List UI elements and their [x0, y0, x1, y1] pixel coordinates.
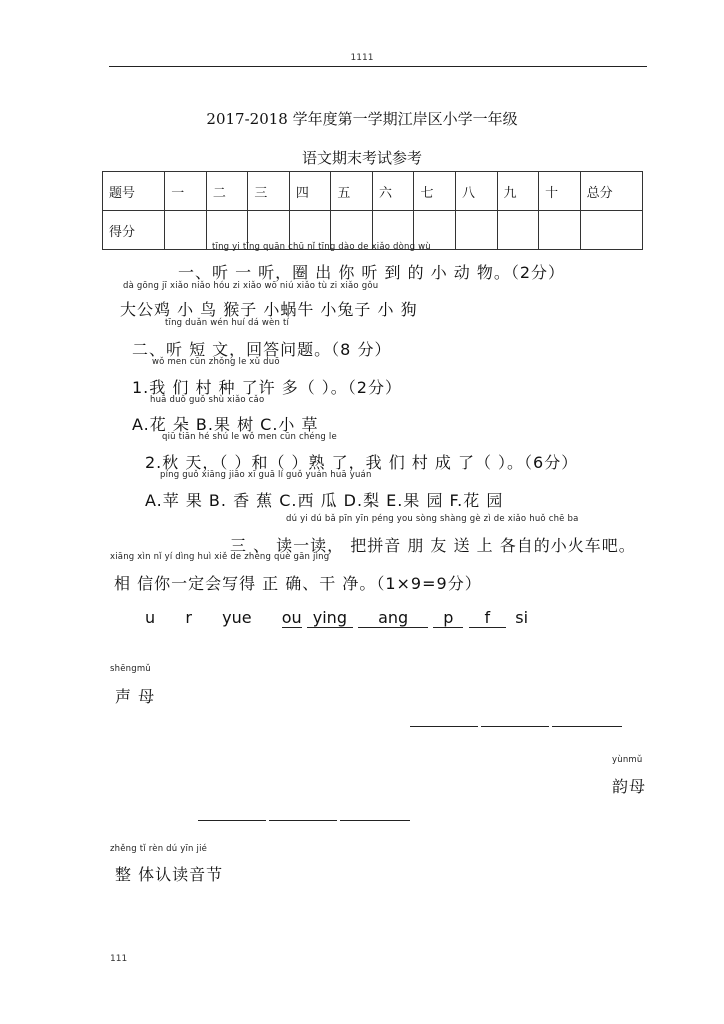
- category-finals-label: 韵母: [612, 777, 647, 796]
- header-cell: 七: [414, 172, 456, 211]
- syllable-item: ou: [281, 608, 302, 627]
- section1-options-pinyin: dà gōng jī xiǎo niǎo hóu zi xiǎo wō niú xiǎo tù zi xiǎo gǒu: [123, 281, 379, 291]
- section3-pinyin-2: xiāng xìn nǐ yí dìng huì xiě de zhèng què gān jìng: [110, 552, 330, 562]
- header-cell: 八: [456, 172, 498, 211]
- q1-options: A.花 朵 B.果 树 C.小 草: [132, 415, 319, 434]
- syllable-item: r: [185, 608, 192, 627]
- q2-options: A.苹 果 B. 香 蕉 C.西 瓜 D.梨 E.果 园 F.花 园: [145, 491, 504, 510]
- q1-pinyin: wǒ men cūn zhǒng le xǔ duō: [152, 357, 280, 367]
- category-initials-label: 声 母: [115, 687, 156, 706]
- syllable-item: si: [515, 608, 529, 627]
- syllable-item: p: [433, 608, 463, 628]
- header-cell: 九: [497, 172, 539, 211]
- syllable-item: u: [145, 608, 156, 627]
- header-cell: 总分: [580, 172, 642, 211]
- section3-heading-2: 相 信你一定会写得 正 确、干 净。（1×9=9分）: [114, 574, 482, 593]
- section1-pinyin: tīng yi tīng quān chū nǐ tīng dào de xiǎo dòng wù: [212, 242, 431, 252]
- category-finals-pinyin: yùnmǔ: [612, 755, 643, 765]
- q2-text: 2.秋 天，（ ）和（ ）熟 了，我 们 村 成 了（ ）。（6分）: [145, 453, 579, 472]
- score-cell[interactable]: [497, 211, 539, 250]
- answer-line[interactable]: [340, 820, 410, 821]
- category-initials-pinyin: shēngmǔ: [110, 664, 151, 674]
- title-line-1: 2017-2018 学年度第一学期江岸区小学一年级: [206, 110, 518, 128]
- header-cell: 四: [289, 172, 331, 211]
- section3-heading-1: 三 、 读一读， 把拼音 朋 友 送 上 各自的小火车吧。: [230, 536, 636, 555]
- footer-page-number: 111: [110, 954, 128, 964]
- section1-options: 大公鸡 小 鸟 猴子 小蜗牛 小兔子 小 狗: [120, 300, 418, 319]
- score-table: [102, 171, 643, 250]
- header-page-number: 1111: [350, 53, 374, 63]
- header-cell: 二: [206, 172, 248, 211]
- answer-line[interactable]: [410, 726, 478, 727]
- syllable-item: yue: [222, 608, 252, 627]
- syllable-row: [145, 608, 528, 628]
- title-line-2: 语文期末考试参考: [301, 149, 422, 167]
- answer-line[interactable]: [198, 820, 266, 821]
- header-rule: [109, 66, 647, 67]
- section2-heading: 二、听 短 文，回答问题。（8 分）: [132, 340, 392, 359]
- score-cell[interactable]: [539, 211, 581, 250]
- score-cell[interactable]: [580, 211, 642, 250]
- header-cell: 三: [248, 172, 290, 211]
- score-cell[interactable]: [165, 211, 207, 250]
- category-whole-syllables-pinyin: zhěng tǐ rèn dú yīn jié: [110, 844, 208, 854]
- answer-line[interactable]: [552, 726, 622, 727]
- q2-pinyin: qiū tiān hé shú le wǒ men cūn chéng le: [162, 432, 337, 442]
- answer-line[interactable]: [269, 820, 337, 821]
- q1-text: 1.我 们 村 种 了许 多（ ）。（2分）: [132, 378, 402, 397]
- syllable-item: f: [469, 608, 507, 628]
- header-cell: 六: [372, 172, 414, 211]
- q2-options-pinyin: píng guǒ xiāng jiāo xī guā lí guǒ yuán huā yuán: [160, 470, 372, 480]
- answer-line[interactable]: [481, 726, 549, 727]
- header-cell: 五: [331, 172, 373, 211]
- header-cell: 题号: [103, 172, 165, 211]
- section2-pinyin: tīng duǎn wén huí dá wèn tí: [165, 318, 290, 328]
- syllable-item: ying: [307, 608, 353, 628]
- header-cell: 一: [165, 172, 207, 211]
- section1-heading: 一、听 一 听，圈 出 你 听 到 的 小 动 物。（2分）: [178, 263, 566, 282]
- section3-pinyin-1: dú yi dú bǎ pīn yīn péng you sòng shàng gè zì de xiǎo huǒ chē ba: [286, 514, 579, 524]
- header-cell: 十: [539, 172, 581, 211]
- score-row-label: 得分: [103, 211, 165, 250]
- syllable-item: ang: [358, 608, 428, 628]
- q1-options-pinyin: huā duǒ guǒ shù xiǎo cǎo: [150, 395, 265, 405]
- score-table-header-row: [103, 172, 643, 211]
- category-whole-syllables-label: 整 体认读音节: [115, 865, 224, 884]
- score-cell[interactable]: [456, 211, 498, 250]
